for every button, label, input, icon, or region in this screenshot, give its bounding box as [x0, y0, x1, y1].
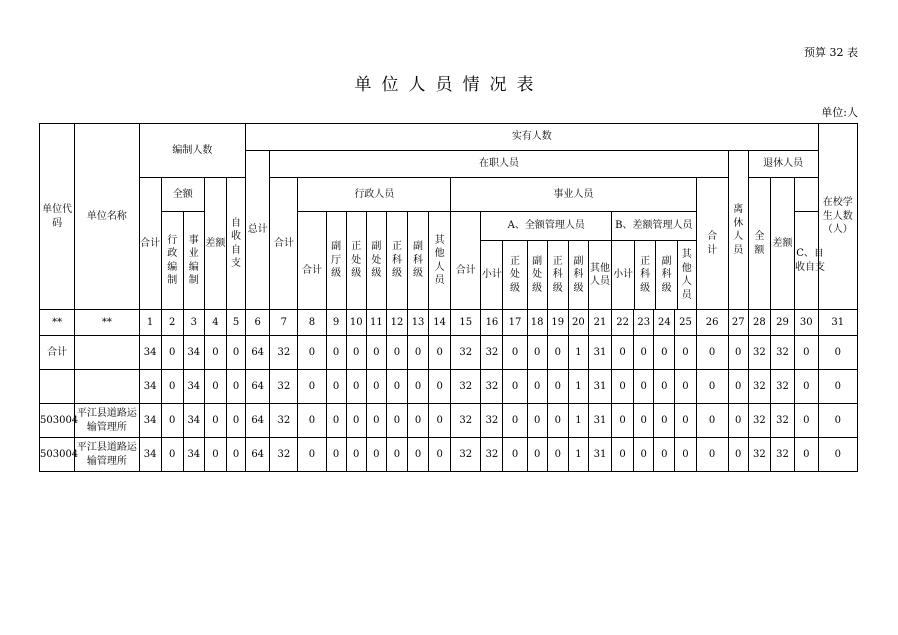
header-retired-off: 离休人员 [728, 151, 748, 310]
value-cell: 0 [429, 370, 451, 404]
table-row [40, 438, 858, 472]
value-cell: 0 [612, 336, 634, 370]
value-cell: 0 [326, 370, 346, 404]
value-cell: 34 [183, 336, 204, 370]
value-cell: 32 [770, 438, 794, 472]
value-cell: 0 [728, 336, 748, 370]
header-diff-amount: 差额 [204, 178, 226, 310]
value-cell: 0 [366, 370, 386, 404]
header-group-b [612, 212, 696, 310]
index-cell: 7 [270, 310, 298, 336]
value-cell: 0 [634, 370, 654, 404]
header-staffing-total: 合计 [139, 178, 161, 310]
value-cell: 0 [429, 438, 451, 472]
value-cell: 0 [161, 336, 183, 370]
value-cell: 0 [366, 438, 386, 472]
unit-name-cell [75, 336, 139, 370]
value-cell: 0 [226, 404, 245, 438]
value-cell: 0 [366, 336, 386, 370]
group-a-deputy-division: 副处级 [528, 241, 548, 309]
index-cell: 31 [818, 310, 857, 336]
value-cell: 0 [818, 438, 857, 472]
value-cell: 32 [451, 336, 481, 370]
value-cell: 0 [503, 404, 527, 438]
header-deputy-division: 副处级 [366, 212, 386, 310]
index-cell: ** [40, 310, 75, 336]
header-staffing: 编制人数 [139, 124, 246, 178]
table-row [40, 370, 858, 404]
value-cell: 0 [612, 370, 634, 404]
value-cell: 32 [481, 404, 503, 438]
header-group-c: C、自收自支 [795, 212, 819, 310]
value-cell: 0 [226, 438, 245, 472]
value-cell: 0 [547, 438, 568, 472]
group-b-label: B、差额管理人员 [612, 212, 695, 241]
index-cell: 2 [161, 310, 183, 336]
value-cell: 0 [346, 370, 366, 404]
index-cell: 17 [503, 310, 527, 336]
index-cell: 3 [183, 310, 204, 336]
index-cell: 1 [139, 310, 161, 336]
table-row [40, 404, 858, 438]
header-admin-staff: 行政人员 [298, 178, 451, 212]
value-cell: 0 [298, 438, 326, 472]
group-b-section: 正科级 [635, 241, 656, 309]
value-cell: 64 [246, 370, 270, 404]
group-a-subtotal: 小计 [481, 241, 503, 309]
document-id: 预算 32 表 [804, 46, 858, 59]
value-cell: 0 [503, 370, 527, 404]
group-a-label: A、全额管理人员 [481, 212, 611, 241]
value-cell: 0 [547, 404, 568, 438]
unit-name-cell: 平江县道路运输管理所 [75, 404, 139, 438]
index-cell: 23 [634, 310, 654, 336]
value-cell: 34 [139, 404, 161, 438]
unit-code-cell: 合计 [40, 336, 75, 370]
value-cell: 32 [451, 438, 481, 472]
value-cell: 0 [675, 404, 696, 438]
value-cell: 31 [588, 370, 611, 404]
header-retired-full: 全额 [748, 178, 770, 310]
value-cell: 64 [246, 404, 270, 438]
value-cell: 0 [366, 404, 386, 438]
personnel-table [39, 123, 858, 472]
value-cell: 0 [654, 336, 675, 370]
value-cell: 1 [568, 336, 588, 370]
value-cell: 32 [770, 404, 794, 438]
value-cell: 0 [326, 336, 346, 370]
value-cell: 0 [654, 438, 675, 472]
group-b-deputy-section: 副科级 [656, 241, 678, 309]
value-cell: 32 [770, 336, 794, 370]
index-cell: 22 [612, 310, 634, 336]
value-cell: 34 [139, 336, 161, 370]
value-cell: 0 [795, 438, 819, 472]
value-cell: 0 [527, 404, 547, 438]
index-cell: 16 [481, 310, 503, 336]
value-cell: 0 [326, 438, 346, 472]
unit-name-cell: 平江县道路运输管理所 [75, 438, 139, 472]
value-cell: 0 [728, 370, 748, 404]
group-b-other: 其他人员 [681, 249, 692, 301]
value-cell: 34 [139, 438, 161, 472]
value-cell: 0 [795, 370, 819, 404]
index-cell: 24 [654, 310, 675, 336]
value-cell: 0 [696, 438, 728, 472]
value-cell: 0 [675, 438, 696, 472]
header-institution-total: 合计 [451, 212, 481, 310]
value-cell: 0 [696, 404, 728, 438]
value-cell: 0 [728, 438, 748, 472]
value-cell: 1 [568, 370, 588, 404]
header-admin-total: 合计 [298, 212, 326, 310]
value-cell: 0 [408, 336, 429, 370]
index-cell: 29 [770, 310, 794, 336]
group-a-division: 正处级 [503, 241, 527, 309]
value-cell: 0 [527, 370, 547, 404]
index-cell: 13 [408, 310, 429, 336]
header-unit-code: 单位代码 [40, 124, 75, 310]
index-cell: 5 [226, 310, 245, 336]
value-cell: 0 [408, 370, 429, 404]
value-cell: 0 [818, 404, 857, 438]
value-cell: 1 [568, 438, 588, 472]
value-cell: 34 [183, 370, 204, 404]
value-cell: 0 [386, 336, 407, 370]
value-cell: 0 [226, 370, 245, 404]
value-cell: 64 [246, 336, 270, 370]
value-cell: 0 [204, 438, 226, 472]
value-cell: 0 [326, 404, 346, 438]
value-cell: 32 [748, 336, 770, 370]
index-row [40, 310, 858, 336]
unit-code-cell: 503004 [40, 404, 75, 438]
index-cell: 19 [547, 310, 568, 336]
value-cell: 0 [386, 370, 407, 404]
value-cell: 0 [346, 438, 366, 472]
value-cell: 32 [270, 336, 298, 370]
value-cell: 32 [451, 370, 481, 404]
page-title: 单位人员情况表 [354, 75, 544, 95]
header-dept-level: 副厅级 [326, 212, 346, 310]
index-cell: 18 [527, 310, 547, 336]
value-cell: 0 [161, 404, 183, 438]
value-cell: 0 [204, 404, 226, 438]
value-cell: 0 [346, 404, 366, 438]
header-group-a [481, 212, 612, 310]
value-cell: 0 [634, 404, 654, 438]
value-cell: 0 [795, 336, 819, 370]
value-cell: 0 [298, 370, 326, 404]
value-cell: 0 [503, 438, 527, 472]
value-cell: 0 [675, 336, 696, 370]
table-row [40, 336, 858, 370]
header-other-staff: 其他人员 [429, 212, 451, 310]
header-students: 在校学生人数（人） [818, 124, 857, 310]
value-cell: 32 [770, 370, 794, 404]
value-cell: 1 [568, 404, 588, 438]
index-cell: 9 [326, 310, 346, 336]
value-cell: 31 [588, 404, 611, 438]
table-body [40, 336, 858, 472]
index-cell: 11 [366, 310, 386, 336]
index-cell: 26 [696, 310, 728, 336]
value-cell: 0 [547, 336, 568, 370]
header-section-level: 正科级 [386, 212, 407, 310]
group-a-other: 其他人员 [590, 262, 611, 287]
value-cell: 32 [481, 336, 503, 370]
value-cell: 0 [161, 438, 183, 472]
value-cell: 64 [246, 438, 270, 472]
value-cell: 32 [270, 404, 298, 438]
value-cell: 32 [481, 370, 503, 404]
index-cell: 28 [748, 310, 770, 336]
header-grand-total: 总计 [246, 151, 270, 310]
value-cell: 0 [226, 336, 245, 370]
value-cell: 0 [386, 438, 407, 472]
index-cell: 30 [795, 310, 819, 336]
value-cell: 34 [183, 438, 204, 472]
value-cell: 0 [346, 336, 366, 370]
value-cell: 31 [588, 336, 611, 370]
header-deputy-section: 副科级 [408, 212, 429, 310]
value-cell: 0 [654, 370, 675, 404]
value-cell: 0 [634, 336, 654, 370]
index-cell: 20 [568, 310, 588, 336]
value-cell: 34 [139, 370, 161, 404]
value-cell: 0 [408, 404, 429, 438]
header-actual: 实有人数 [246, 124, 818, 151]
index-cell: 8 [298, 310, 326, 336]
header-self-funded: 自收自支 [226, 178, 245, 310]
unit-label: 单位:人 [821, 106, 858, 119]
group-a-deputy-section: 副科级 [569, 241, 589, 309]
header-in-service-total: 合计 [270, 178, 298, 310]
value-cell: 0 [696, 336, 728, 370]
index-cell: 12 [386, 310, 407, 336]
index-cell: 15 [451, 310, 481, 336]
index-cell: 4 [204, 310, 226, 336]
header-in-service: 在职人员 [270, 151, 728, 178]
index-cell: 25 [675, 310, 696, 336]
group-a-section: 正科级 [548, 241, 569, 309]
header-retired-total: 合计 [696, 178, 728, 310]
value-cell: 0 [298, 404, 326, 438]
index-cell: 6 [246, 310, 270, 336]
value-cell: 0 [612, 438, 634, 472]
header-admin-staffing: 行政编制 [161, 212, 183, 310]
header-division-level: 正处级 [346, 212, 366, 310]
index-cell: 10 [346, 310, 366, 336]
index-cell: 14 [429, 310, 451, 336]
value-cell: 0 [818, 370, 857, 404]
value-cell: 0 [429, 336, 451, 370]
value-cell: 0 [161, 370, 183, 404]
header-full-amount: 全额 [161, 178, 204, 212]
value-cell: 32 [481, 438, 503, 472]
value-cell: 0 [527, 336, 547, 370]
value-cell: 0 [818, 336, 857, 370]
value-cell: 0 [503, 336, 527, 370]
value-cell: 0 [612, 404, 634, 438]
unit-code-cell [40, 370, 75, 404]
header-institution-staffing: 事业编制 [183, 212, 204, 310]
value-cell: 34 [183, 404, 204, 438]
value-cell: 0 [795, 404, 819, 438]
value-cell: 0 [204, 370, 226, 404]
value-cell: 32 [270, 438, 298, 472]
value-cell: 0 [429, 404, 451, 438]
header-retired-diff: 差额 [770, 178, 794, 310]
value-cell: 0 [298, 336, 326, 370]
value-cell: 0 [204, 336, 226, 370]
value-cell: 32 [748, 404, 770, 438]
value-cell: 32 [270, 370, 298, 404]
value-cell: 0 [675, 370, 696, 404]
value-cell: 0 [696, 370, 728, 404]
header-institution-staff: 事业人员 [451, 178, 696, 212]
unit-name-cell [75, 370, 139, 404]
value-cell: 0 [634, 438, 654, 472]
index-cell: 21 [588, 310, 611, 336]
unit-code-cell: 503004 [40, 438, 75, 472]
header-unit-name: 单位名称 [75, 124, 139, 310]
value-cell: 0 [386, 404, 407, 438]
group-b-subtotal: 小计 [612, 241, 635, 309]
value-cell: 0 [527, 438, 547, 472]
value-cell: 0 [547, 370, 568, 404]
value-cell: 32 [451, 404, 481, 438]
value-cell: 0 [654, 404, 675, 438]
header-retired: 退休人员 [748, 151, 818, 178]
value-cell: 0 [408, 438, 429, 472]
value-cell: 31 [588, 438, 611, 472]
value-cell: 32 [748, 438, 770, 472]
value-cell: 32 [748, 370, 770, 404]
index-cell: ** [75, 310, 139, 336]
index-cell: 27 [728, 310, 748, 336]
value-cell: 0 [728, 404, 748, 438]
